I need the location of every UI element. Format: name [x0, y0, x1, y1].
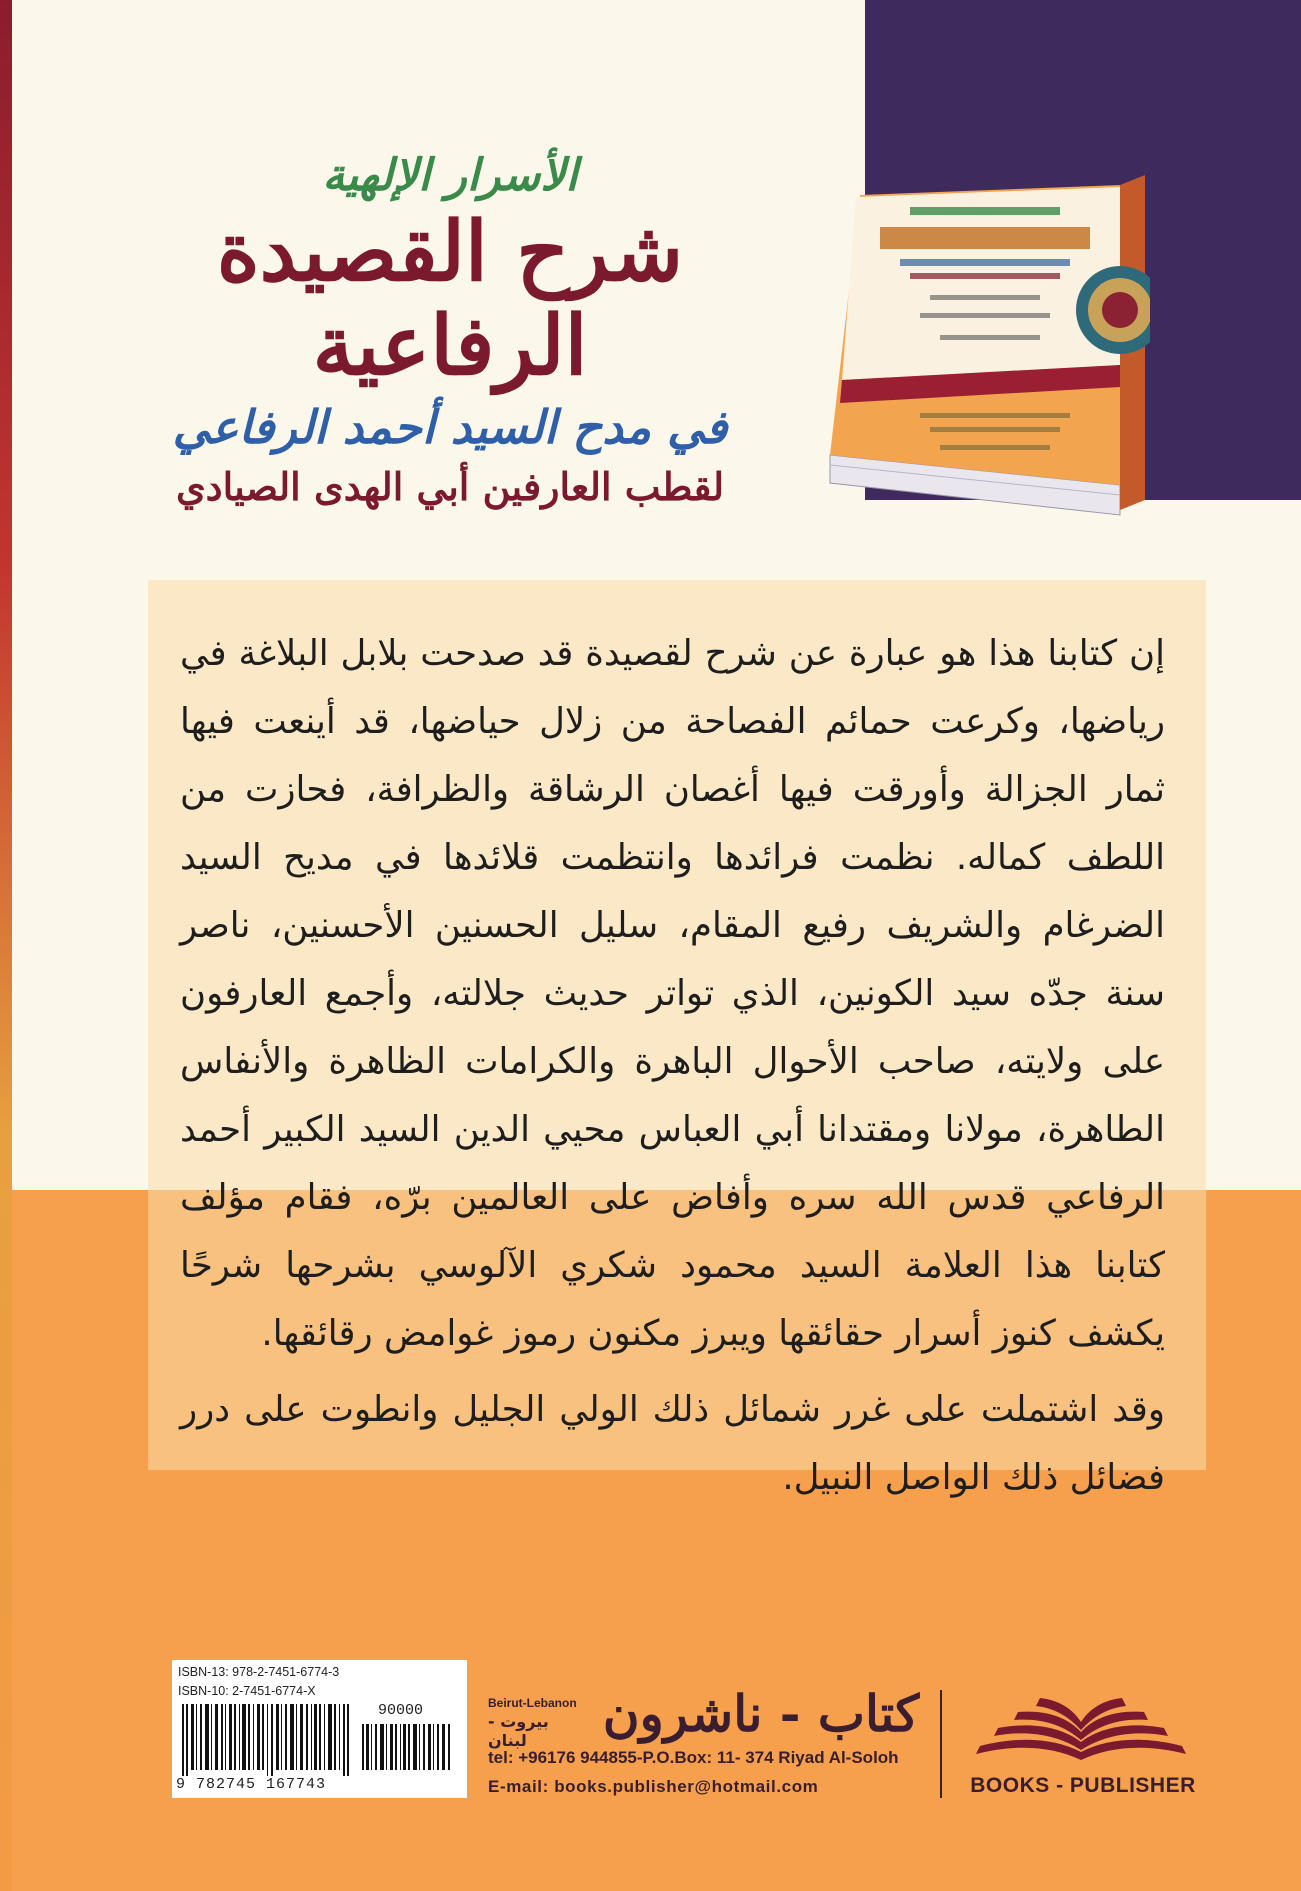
publisher-email: E-mail: books.publisher@hotmail.com — [488, 1777, 819, 1796]
publisher-phone: tel: +96176 944855-P.O.Box: 11- 374 Riyad Al-Soloh — [488, 1748, 899, 1767]
blurb-paragraph-1: إن كتابنا هذا هو عبارة عن شرح لقصيدة قد صدحت بلابل البلاغة في رياضها، وكرعت حمائم الفصاحة من زلال حياضها، قد أينعت فيها ثمار الجزالة وأورقت فيها أغصان الرشاقة والظرافة، فحازت من اللطف كماله. نظمت فرائدها وانتظمت قلائدها في مديح السيد الضرغام والشريف رفيع المقام، سليل الحسنين الأحسنين، ناصر سنة جدّه سيد الكونين، الذي تواتر حديث جلالته، وأجمع العارفون على ولايته، صاحب الأحوال الباهرة والكرامات الظاهرة والأنفاس الطاهرة، مولانا ومقتدانا أبي العباس محيي الدين السيد الكبير أحمد الرفاعي قدس الله سره وأفاض على العالمين برّه، فقام مؤلف كتابنا هذا العلامة السيد محمود شكري الآلوسي بشرحها شرحًا يكشف كنوز أسرار حقائقها ويبرز مكنون رموز غوامض رقائقها. — [180, 633, 1165, 1354]
isbn-13: ISBN-13: 978-2-7451-6774-3 — [178, 1665, 340, 1679]
barcode-digits: 9 782745 167743 — [176, 1776, 327, 1793]
publisher-block — [488, 1684, 1208, 1808]
open-book-logo-icon — [956, 1688, 1206, 1768]
title-top: الأسرار الإلهية — [322, 150, 578, 201]
publisher-logo-text: BOOKS - PUBLISHER — [970, 1774, 1196, 1797]
title-author: لقطب العارفين أبي الهدى الصيادي — [175, 463, 725, 509]
publisher-location-ar: بيروت - لبنان — [488, 1712, 549, 1750]
title-block — [150, 150, 750, 509]
isbn-10: ISBN-10: 2-7451-6774-X — [178, 1684, 316, 1698]
publisher-divider — [940, 1690, 942, 1798]
barcode-box — [172, 1660, 467, 1798]
blurb-paragraph-2: وقد اشتملت على غرر شمائل ذلك الولي الجليل وانطوت على درر فضائل ذلك الواصل النبيل. — [180, 1389, 1165, 1498]
title-main: شرح القصيدة الرفاعية — [216, 204, 684, 395]
book-image — [820, 165, 1150, 535]
blurb-text — [180, 620, 1165, 1520]
title-subtitle: في مدح السيد أحمد الرفاعي — [172, 399, 728, 454]
publisher-location-en: Beirut-Lebanon — [488, 1696, 577, 1710]
publisher-name-ar: كتاب - ناشرون — [602, 1684, 920, 1743]
spine-edge — [0, 0, 12, 1891]
price-code: 90000 — [378, 1702, 424, 1719]
